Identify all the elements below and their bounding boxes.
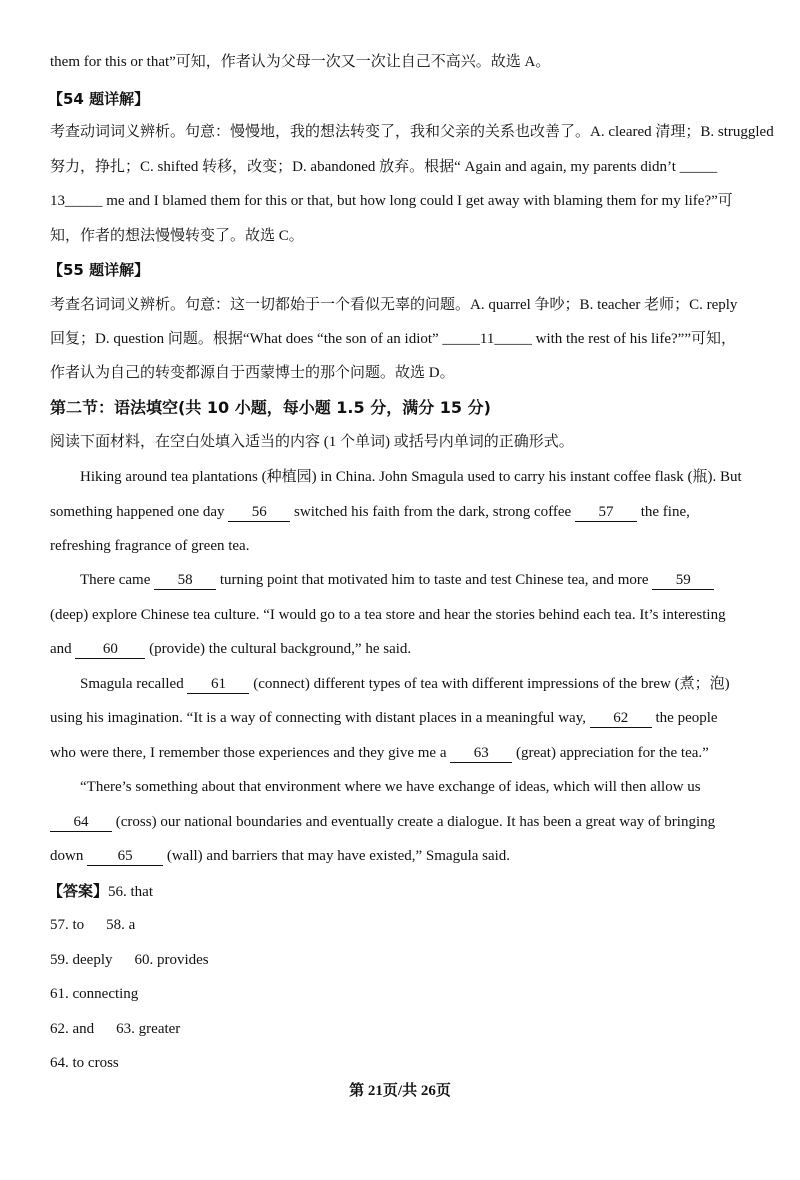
passage-text: Smagula recalled (80, 676, 188, 692)
answer-line-5 (50, 1019, 180, 1039)
answer-63: 63. greater (116, 1021, 181, 1037)
answer-60: 60. provides (134, 952, 209, 968)
passage-p1-line-3: refreshing fragrance of green tea. (50, 538, 250, 554)
blank-57[interactable]: 57 (575, 503, 637, 522)
blank-56[interactable]: 56 (228, 503, 290, 522)
passage-text: the fine, (636, 504, 690, 520)
q55-title: 【55 题详解】 (48, 261, 150, 279)
blank-59[interactable]: 59 (652, 571, 714, 590)
blank-64[interactable]: 64 (50, 813, 112, 832)
answer-line-1 (48, 881, 153, 902)
q54-line-2: 努力，挣扎；C. shifted 转移，改变；D. abandoned 放弃。根据“ Again and again, my parents didn’t _____ (50, 159, 718, 175)
passage-text: (cross) our national boundaries and eventually create a dialogue. It has been a great way of bringing (112, 814, 716, 830)
answer-line-3 (50, 950, 209, 970)
blank-60[interactable]: 60 (75, 640, 145, 659)
passage-p4-line-2 (50, 812, 768, 832)
intro-tail-text: them for this or that”可知，作者认为父母一次又一次让自己不高兴。故选 A。 (50, 54, 551, 70)
answer-line-2 (50, 915, 135, 935)
answer-58: 58. a (106, 917, 136, 933)
passage-p4-line-3 (50, 846, 768, 866)
passage-p3-line-2 (50, 708, 768, 728)
passage-text: There came (80, 572, 155, 588)
passage-p3-line-1 (80, 674, 768, 694)
answer-56: 56. that (108, 884, 154, 900)
answer-57: 57. to (50, 917, 85, 933)
passage-text: and (50, 641, 76, 657)
q54-line-4: 知，作者的想法慢慢转变了。故选 C。 (50, 228, 304, 244)
answer-line-4: 61. connecting (50, 986, 139, 1002)
answer-59: 59. deeply (50, 952, 113, 968)
q54-line-1: 考查动词词义辨析。句意：慢慢地，我的想法转变了，我和父亲的关系也改善了。A. cleared 清理；B. struggled (50, 124, 774, 140)
q55-line-3: 作者认为自己的转变都源自于西蒙博士的那个问题。故选 D。 (50, 365, 455, 381)
passage-text: something happened one day (50, 504, 229, 520)
page-number-footer: 第 21页/共 26页 (349, 1083, 451, 1099)
section-instruction: 阅读下面材料，在空白处填入适当的内容 (1 个单词) 或括号内单词的正确形式。 (50, 434, 574, 450)
passage-text: who were there, I remember those experiences and they give me a (50, 745, 451, 761)
passage-p2-line-1 (80, 570, 768, 590)
section-title: 第二节：语法填空(共 10 小题，每小题 1.5 分，满分 15 分) (50, 398, 491, 417)
q55-line-2: 回复；D. question 问题。根据“What does “the son of an idiot” _____11_____ with the rest of his life?””可知， (50, 331, 736, 347)
q54-line-3: 13_____ me and I blamed them for this or that, but how long could I get away with blaming them for my life?”可 (50, 193, 733, 209)
passage-p2-line-3 (50, 639, 768, 659)
passage-text: the people (651, 710, 718, 726)
passage-text: switched his faith from the dark, strong coffee (290, 504, 575, 520)
blank-62[interactable]: 62 (590, 709, 652, 728)
answer-line-6: 64. to cross (50, 1055, 119, 1071)
blank-65[interactable]: 65 (87, 847, 163, 866)
passage-p1-line-2 (50, 502, 768, 522)
passage-p1-line-1: Hiking around tea plantations (种植园) in China. John Smagula used to carry his instant coffee flask (瓶). But (80, 469, 742, 485)
answer-label: 【答案】 (48, 882, 109, 900)
passage-p4-line-1: “There’s something about that environment where we have exchange of ideas, which will then allow us (80, 779, 701, 795)
passage-text: (provide) the cultural background,” he said. (145, 641, 412, 657)
blank-63[interactable]: 63 (450, 744, 512, 763)
passage-p2-line-2: (deep) explore Chinese tea culture. “I would go to a tea store and hear the stories behind each tea. It’s interesting (50, 607, 726, 623)
passage-p3-line-3 (50, 743, 768, 763)
blank-61[interactable]: 61 (187, 675, 249, 694)
q54-title: 【54 题详解】 (48, 90, 150, 108)
passage-text: (wall) and barriers that may have existed,” Smagula said. (163, 848, 511, 864)
answer-62: 62. and (50, 1021, 95, 1037)
passage-text: (great) appreciation for the tea.” (512, 745, 709, 761)
blank-58[interactable]: 58 (154, 571, 216, 590)
passage-text: turning point that motivated him to taste and test Chinese tea, and more (216, 572, 653, 588)
passage-text: (connect) different types of tea with different impressions of the brew (煮；泡) (249, 676, 730, 692)
passage-text: using his imagination. “It is a way of connecting with distant places in a meaningful way, (50, 710, 590, 726)
q55-line-1: 考查名词词义辨析。句意：这一切都始于一个看似无辜的问题。A. quarrel 争吵；B. teacher 老师；C. reply (50, 297, 738, 313)
passage-text: down (50, 848, 88, 864)
